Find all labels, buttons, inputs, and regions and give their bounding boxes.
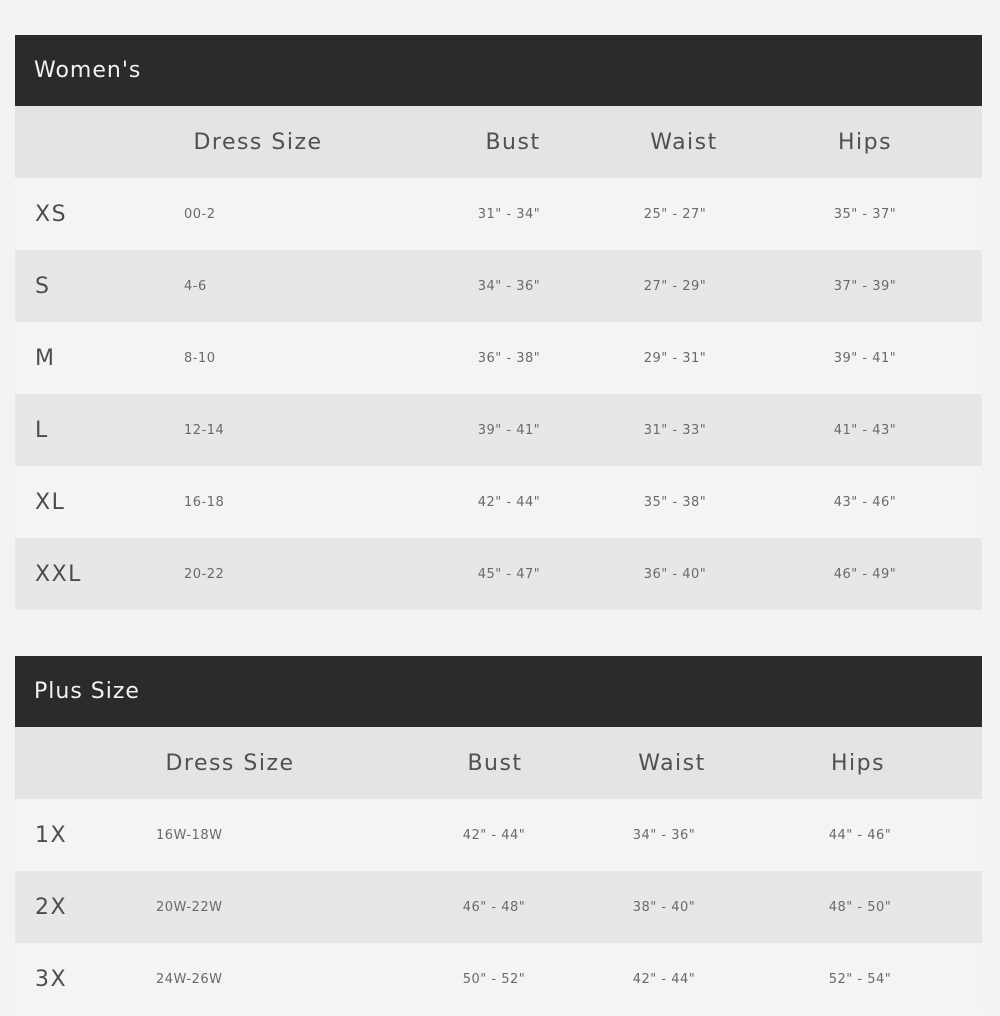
size-label: 2X [35, 894, 68, 920]
womens-table-title: Women's [15, 35, 982, 106]
hips-value: 43" - 46" [833, 494, 897, 510]
waist-value: 34" - 36" [632, 827, 696, 843]
table-header-row [15, 727, 982, 799]
table-row [15, 538, 982, 610]
table-row [15, 322, 982, 394]
waist-value: 42" - 44" [632, 971, 696, 987]
table-row [15, 871, 982, 943]
bust-value: 45" - 47" [477, 566, 541, 582]
waist-value: 29" - 31" [643, 350, 707, 366]
waist-value: 38" - 40" [632, 899, 696, 915]
table-row [15, 178, 982, 250]
dress-size-value: 20-22 [184, 566, 225, 582]
dress-size-value: 00-2 [184, 206, 216, 222]
womens-size-table [15, 35, 982, 608]
dress-size-value: 16W-18W [156, 827, 223, 843]
size-label: XL [35, 489, 66, 515]
dress-size-value: 4-6 [184, 278, 207, 294]
dress-size-value: 16-18 [184, 494, 225, 510]
bust-value: 42" - 44" [462, 827, 526, 843]
table-row [15, 394, 982, 466]
waist-value: 36" - 40" [643, 566, 707, 582]
waist-value: 27" - 29" [643, 278, 707, 294]
size-label: 1X [35, 822, 68, 848]
plus-table-title: Plus Size [15, 656, 982, 727]
column-header-hips: Hips [837, 129, 893, 155]
column-header-bust: Bust [467, 750, 523, 776]
table-row [15, 943, 982, 1015]
bust-value: 36" - 38" [477, 350, 541, 366]
hips-value: 37" - 39" [833, 278, 897, 294]
bust-value: 31" - 34" [477, 206, 541, 222]
dress-size-value: 24W-26W [156, 971, 223, 987]
bust-value: 42" - 44" [477, 494, 541, 510]
table-row [15, 250, 982, 322]
waist-value: 25" - 27" [643, 206, 707, 222]
column-header-waist: Waist [638, 750, 706, 776]
dress-size-value: 12-14 [184, 422, 225, 438]
bust-value: 39" - 41" [477, 422, 541, 438]
hips-value: 46" - 49" [833, 566, 897, 582]
hips-value: 35" - 37" [833, 206, 897, 222]
size-label: XS [35, 201, 68, 227]
size-label: L [35, 417, 49, 443]
bust-value: 34" - 36" [477, 278, 541, 294]
column-header-hips: Hips [830, 750, 886, 776]
plus-size-table [15, 656, 982, 1016]
size-label: XXL [35, 561, 82, 587]
column-header-bust: Bust [485, 129, 541, 155]
column-header-waist: Waist [650, 129, 718, 155]
hips-value: 39" - 41" [833, 350, 897, 366]
column-header-dress-size: Dress Size [165, 750, 295, 776]
column-header-dress-size: Dress Size [193, 129, 323, 155]
hips-value: 44" - 46" [828, 827, 892, 843]
waist-value: 35" - 38" [643, 494, 707, 510]
hips-value: 41" - 43" [833, 422, 897, 438]
bust-value: 50" - 52" [462, 971, 526, 987]
waist-value: 31" - 33" [643, 422, 707, 438]
dress-size-value: 8-10 [184, 350, 216, 366]
dress-size-value: 20W-22W [156, 899, 223, 915]
hips-value: 52" - 54" [828, 971, 892, 987]
size-label: 3X [35, 966, 68, 992]
hips-value: 48" - 50" [828, 899, 892, 915]
table-row [15, 799, 982, 871]
bust-value: 46" - 48" [462, 899, 526, 915]
table-header-row [15, 106, 982, 178]
size-label: S [35, 273, 51, 299]
size-label: M [35, 345, 56, 371]
table-row [15, 466, 982, 538]
